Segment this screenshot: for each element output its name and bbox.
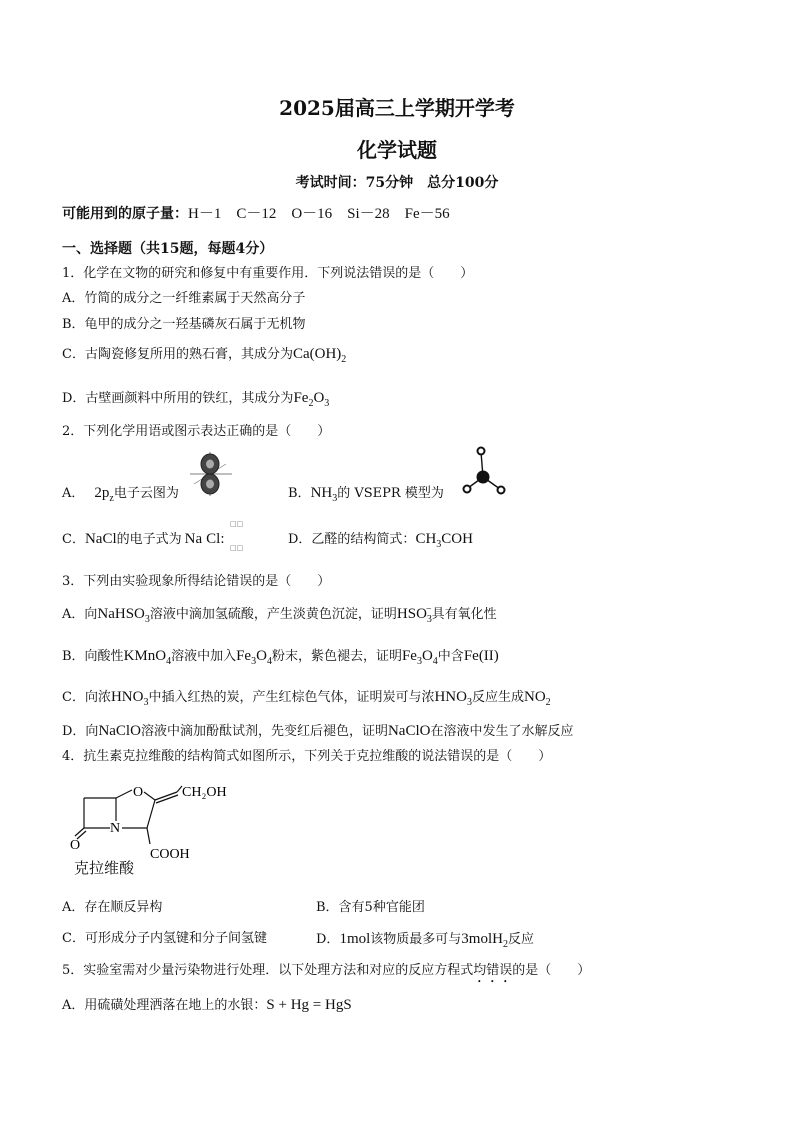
q1-stem: 1．化学在文物的研究和修复中有重要作用．下列说法错误的是（ ） [62, 266, 474, 281]
q2-c-formula: NaCl [84, 531, 117, 547]
q1-c-text: C．古陶瓷修复所用的熟石膏，其成分为 [62, 347, 293, 362]
q2-c-cl: Cl: [206, 531, 225, 547]
structure-nitrogen: N [110, 821, 121, 836]
section-heading: 一、选择题（共15题，每题4分） [62, 241, 274, 257]
q2-b-formula: $NH_3$ [310, 485, 338, 504]
q4-option-c: C．可形成分子内氢键和分子间氢键 [62, 931, 267, 946]
nh3-vsepr-model [462, 444, 508, 496]
q3-option-a: A．向NaHSO$_3$溶液中滴加氢硫酸，产生淡黄色沉淀，证明$HSO_3^-$具有氧化性 [62, 604, 497, 625]
q2-c-electron-dots-top: □□ [230, 520, 244, 528]
structure-ring-oxygen: O [133, 785, 144, 800]
q4-option-a: A．存在顺反异构 [62, 900, 163, 915]
q2-option-d: D．乙醛的结构简式：$CH_3COH$ [288, 531, 473, 550]
atomic-mass-label: 可能用到的原子量： [62, 206, 188, 222]
atomic-mass-values: H－1 C－12 O－16 Si－28 Fe－56 [188, 206, 450, 222]
q2-c-electron-dots-bottom: □□ [230, 544, 244, 552]
q2-c-na: Na [184, 531, 203, 547]
structure-ch2oh: CH₂OH [182, 785, 227, 800]
q2-stem: 2．下列化学用语或图示表达正确的是（ ） [62, 424, 331, 439]
q5-option-a: A．用硫磺处理洒落在地上的水银：S + Hg = HgS [62, 997, 352, 1013]
q4-stem: 4．抗生素克拉维酸的结构简式如图所示，下列关于克拉维酸的说法错误的是（ ） [62, 749, 552, 764]
q3-option-c: C．向浓$HNO_3$中插入红热的炭，产生红棕色气体，证明炭可与浓$HNO_3$反应生成$NO_2$ [62, 689, 551, 708]
q1-d-formula: $Fe_2O_3$ [293, 390, 330, 409]
q2-option-a: A． $2p_z$电子云图为 [62, 485, 179, 504]
q1-option-c [62, 346, 347, 365]
q3-stem: 3．下列由实验现象所得结论错误的是（ ） [62, 574, 331, 589]
q1-option-b: B．龟甲的成分之一羟基磷灰石属于无机物 [62, 317, 306, 332]
exam-info: 考试时间：75分钟 总分100分 [295, 175, 499, 191]
structure-caption: 克拉维酸 [74, 859, 135, 877]
q1-option-d [62, 390, 330, 409]
pz-orbital-diagram [186, 452, 236, 496]
q3-option-b: B．向酸性KMnO$_4$溶液中加入$Fe_3O_4$粉末，紫色褪去，证明$Fe_3O_4$中含Fe(II) [62, 648, 499, 667]
atomic-mass-line [62, 207, 450, 222]
q5-emphasis: 均错误 [473, 963, 513, 978]
q3-option-d: D．向NaClO溶液中滴加酚酞试剂，先变红后褪色，证明NaClO在溶液中发生了水解反应 [62, 723, 574, 739]
q1-option-a: A．竹简的成分之一纤维素属于天然高分子 [62, 291, 306, 306]
q2-d-formula: $CH_3COH$ [415, 531, 473, 550]
exam-title: 2025届高三上学期开学考 [279, 96, 515, 120]
q2-a-orbital: $2p_z$ [94, 485, 114, 504]
q5-a-equation: S + Hg = HgS [266, 997, 352, 1013]
q5-stem: 5．实验室需对少量污染物进行处理．以下处理方法和对应的反应方程式均错误的是（ ） [62, 963, 591, 978]
q1-d-text: D．古壁画颜料中所用的铁红，其成分为 [62, 391, 294, 406]
clavulanic-acid-structure [70, 778, 240, 866]
q2-option-c: C．NaCl的电子式为 Na Cl: [62, 531, 225, 547]
q4-option-d: D．1mol该物质最多可与3molH$_2$反应 [316, 931, 534, 950]
q1-c-formula: $Ca(OH)_2$ [292, 346, 347, 365]
structure-cooh: COOH [150, 847, 190, 862]
exam-subtitle: 化学试题 [357, 138, 437, 162]
q4-option-b: B．含有5种官能团 [316, 900, 425, 915]
q2-option-b: B．$NH_3$的 VSEPR 模型为 [288, 485, 444, 504]
structure-carbonyl-oxygen: O [70, 838, 81, 853]
